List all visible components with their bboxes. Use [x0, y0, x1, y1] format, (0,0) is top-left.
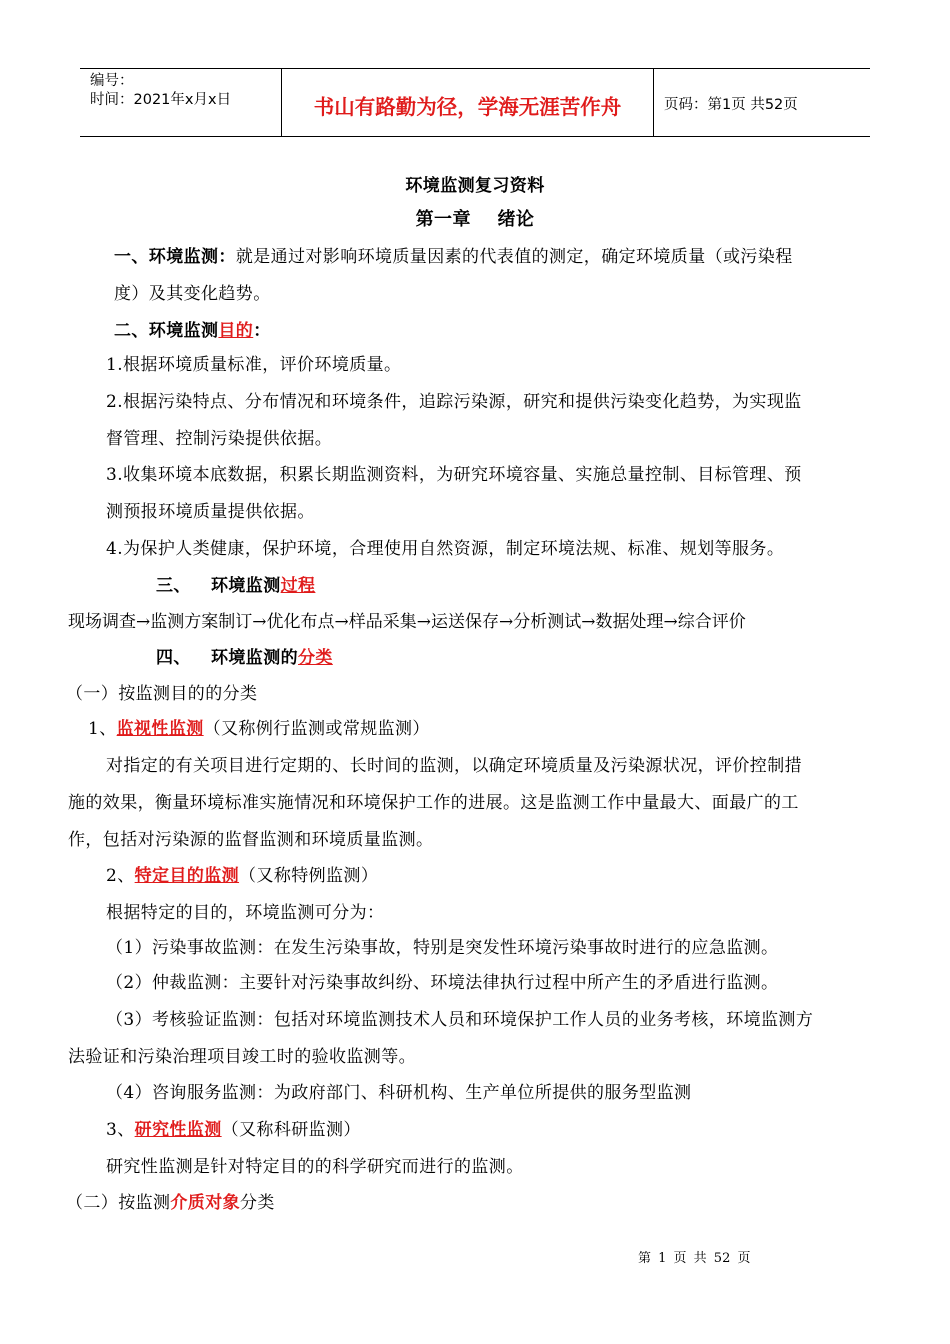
monitor-1-highlight: 监视性监测 — [116, 719, 204, 739]
purpose-2-line-1: 2.根据污染特点、分布情况和环境条件，追踪污染源，研究和提供污染变化趋势，为实现监 — [106, 392, 802, 412]
monitor-3-heading — [106, 1115, 361, 1140]
process-flow: 现场调查→监测方案制订→优化布点→样品采集→运送保存→分析测试→数据处理→综合评价 — [68, 612, 746, 632]
section-2-prefix: 二、环境监测 — [114, 321, 219, 341]
section-2-highlight: 目的 — [218, 321, 254, 341]
page-footer: 第 1 页 共 52 页 — [638, 1251, 751, 1266]
monitor-2-note: （又称特例监测） — [239, 866, 379, 886]
monitor-1-line-1: 对指定的有关项目进行定期的、长时间的监测，以确定环境质量及污染源状况，评价控制措 — [106, 756, 802, 776]
section-4-prefix: 环境监测的 — [211, 648, 298, 668]
by-medium-highlight: 介质对象 — [170, 1193, 241, 1213]
section-2-heading — [114, 316, 271, 341]
header-meta-cell — [80, 69, 282, 136]
monitor-2-number: 2、 — [106, 866, 135, 886]
monitor-3-note: （又称科研监测） — [221, 1120, 361, 1140]
section-3-prefix: 环境监测 — [211, 576, 281, 596]
monitor-3-text: 研究性监测是针对特定目的的科学研究而进行的监测。 — [106, 1157, 524, 1177]
monitor-1-line-2: 施的效果，衡量环境标准实施情况和环境保护工作的进展。这是监测工作中量最大、面最广的工 — [68, 793, 799, 813]
section-4-heading — [156, 643, 333, 668]
section-1-line-1 — [114, 242, 793, 267]
section-1-text-b: 度）及其变化趋势。 — [114, 284, 271, 304]
monitor-2-item-3-line-1: （3）考核验证监测：包括对环境监测技术人员和环境保护工作人员的业务考核，环境监测方 — [106, 1010, 814, 1030]
section-2-suffix: ： — [253, 321, 271, 341]
section-4-highlight: 分类 — [298, 648, 333, 668]
purpose-2-line-2: 督管理、控制污染提供依据。 — [106, 429, 333, 449]
section-1-label: 一、环境监测： — [114, 247, 236, 267]
purpose-3-line-1: 3.收集环境本底数据，积累长期监测资料，为研究环境容量、实施总量控制、目标管理、预 — [106, 465, 802, 485]
monitor-2-item-4: （4）咨询服务监测：为政府部门、科研机构、生产单位所提供的服务型监测 — [106, 1083, 692, 1103]
by-medium-suffix: 分类 — [240, 1193, 275, 1213]
time-label: 时间：2021年x月x日 — [90, 92, 232, 108]
monitor-1-note: （又称例行监测或常规监测） — [203, 719, 430, 739]
monitor-2-item-1: （1）污染事故监测：在发生污染事故，特别是突发性环境污染事故时进行的应急监测。 — [106, 938, 779, 958]
monitor-1-number: 1、 — [88, 719, 117, 739]
monitor-2-heading — [106, 861, 378, 886]
monitor-1-heading — [88, 714, 430, 739]
header-table — [80, 68, 870, 137]
section-4-number: 四、 — [156, 648, 191, 668]
monitor-1-line-3: 作，包括对污染源的监督监测和环境质量监测。 — [68, 830, 434, 850]
purpose-4: 4.为保护人类健康，保护环境，合理使用自然资源，制定环境法规、标准、规划等服务。 — [106, 539, 785, 559]
monitor-3-highlight: 研究性监测 — [134, 1120, 222, 1140]
monitor-2-intro: 根据特定的目的，环境监测可分为： — [106, 903, 385, 923]
section-1-text-a: 就是通过对影响环境质量因素的代表值的测定，确定环境质量（或污染程 — [235, 247, 793, 267]
number-label: 编号： — [90, 73, 134, 89]
monitor-2-highlight: 特定目的监测 — [134, 866, 240, 886]
section-3-number: 三、 — [156, 576, 191, 596]
purpose-1: 1.根据环境质量标准，评价环境质量。 — [106, 355, 402, 375]
monitor-2-item-2: （2）仲裁监测：主要针对污染事故纠纷、环境法律执行过程中所产生的矛盾进行监测。 — [106, 973, 779, 993]
by-medium-prefix: （二）按监测 — [66, 1193, 171, 1213]
monitor-2-item-3-line-2: 法验证和污染治理项目竣工时的验收监测等。 — [68, 1047, 416, 1067]
by-purpose-heading: （一）按监测目的的分类 — [66, 684, 258, 704]
section-3-heading — [156, 571, 315, 596]
header-motto: 书山有路勤为径，学海无涯苦作舟 — [282, 69, 654, 136]
header-page-info: 页码：第1页 共52页 — [664, 96, 798, 113]
purpose-3-line-2: 测预报环境质量提供依据。 — [106, 502, 315, 522]
section-3-highlight: 过程 — [280, 576, 316, 596]
doc-title: 环境监测复习资料 — [405, 176, 545, 196]
chapter-title: 第一章 绪论 — [415, 209, 535, 230]
monitor-3-number: 3、 — [106, 1120, 135, 1140]
by-medium-heading — [66, 1188, 275, 1213]
